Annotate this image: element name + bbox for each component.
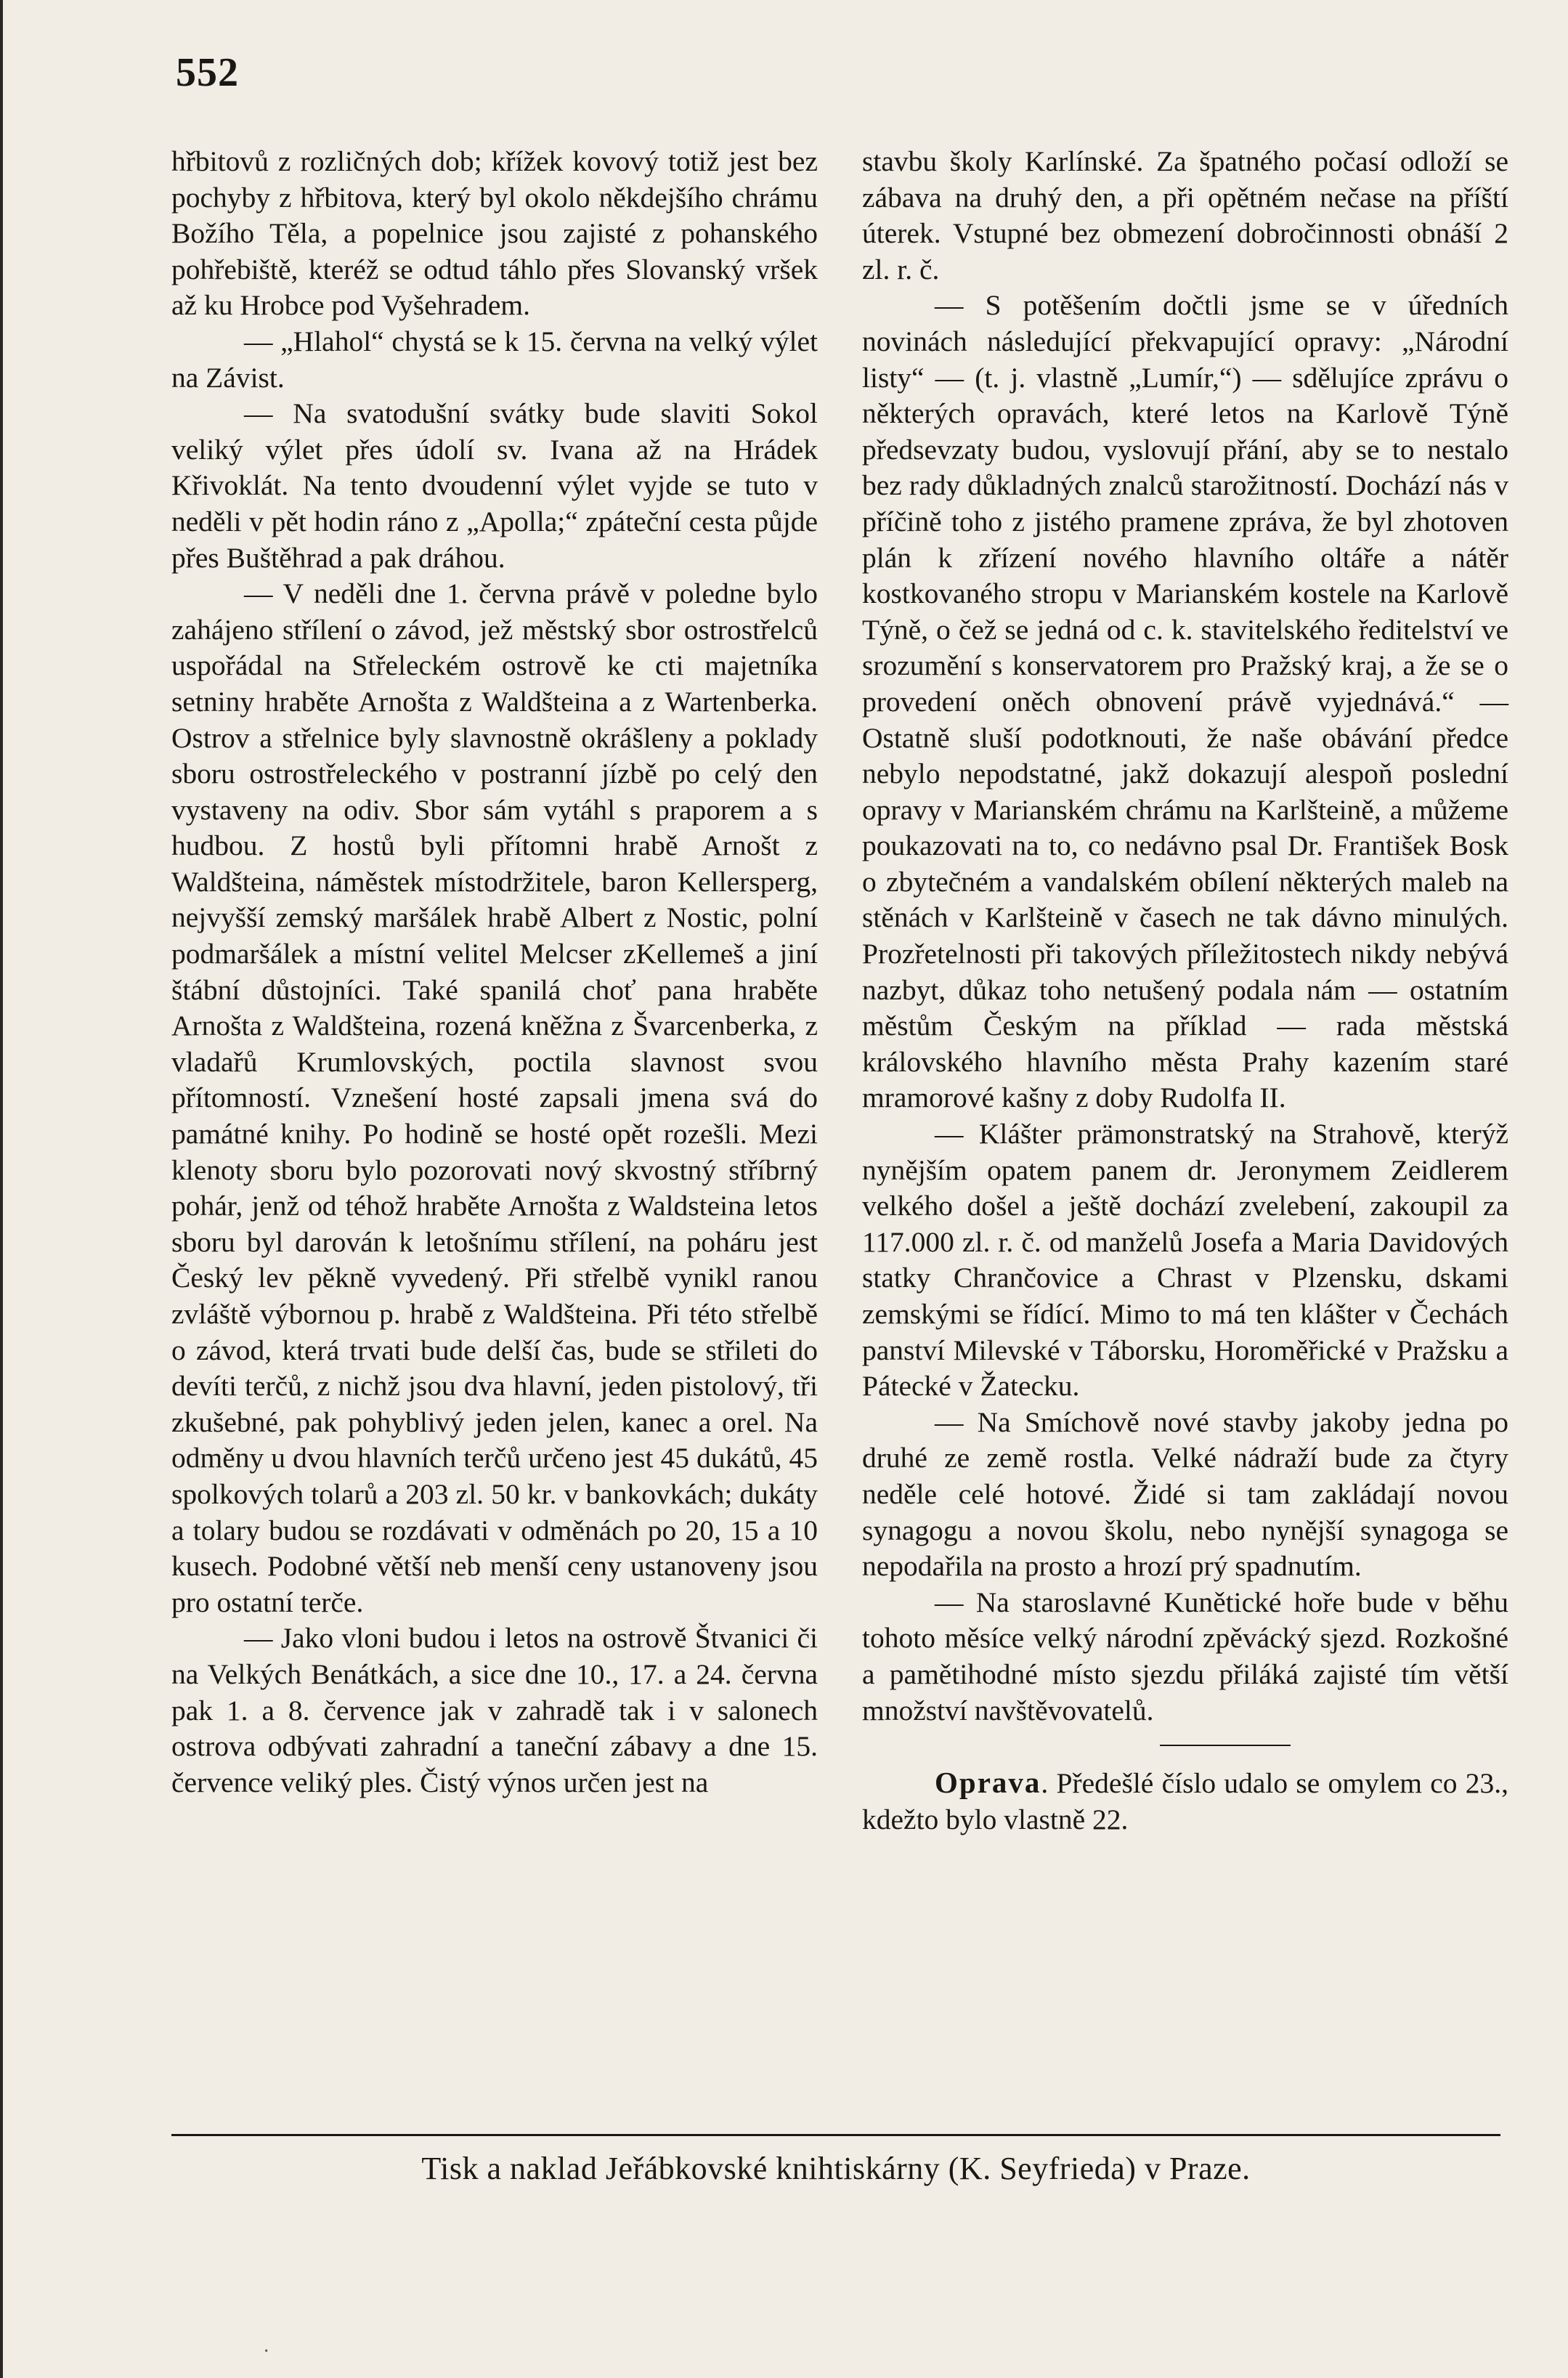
footer-divider [171,2134,1500,2136]
left-paragraph-1: hřbitovů z rozličných dob; křížek kovový totiž jest bez pochyby z hřbitova, který byl okolo někdejšího chrámu Božího Těla, a popelnice jsou zajisté z pohanského pohřebiště, kteréž se odtud táhlo přes Slovanský vršek až ku Hrobce pod Vyšehradem. [171,145,818,322]
right-paragraph-5: — Na staroslavné Kunětické hoře bude v běhu tohoto měsíce velký národní zpěvácký sjezd. Rozkošné a pamětihodné místo sjezdu přiláká zajisté tím větší množství navštěvovatelů. [862,1586,1508,1726]
left-column [171,144,818,1801]
correction-label: Oprava [935,1766,1041,1800]
right-paragraph-1: stavbu školy Karlínské. Za špatného počasí odloží se zábava na druhý den, a při opětném nečase na příští úterek. Vstupné bez obmezení dobročinnosti obnáší 2 zl. r. č. [862,145,1508,285]
correction-text: . Předešlé číslo udalo se omylem co 23., kdežto bylo vlastně 22. [862,1767,1508,1835]
section-divider [1160,1745,1291,1746]
left-paragraph-2: — „Hlahol“ chystá se k 15. června na velký výlet na Závist. [171,325,818,394]
correction-notice [862,1765,1508,1838]
left-paragraph-3: — Na svatodušní svátky bude slaviti Sokol veliký výlet přes údolí sv. Ivana až na Hrádek Křivoklát. Na tento dvoudenní výlet vyjde se tuto v neděli v pět hodin ráno z „Apolla;“ zpáteční cesta půjde přes Buštěhrad a pak dráhou. [171,397,818,574]
left-paragraph-4: — V neděli dne 1. června právě v poledne bylo zahájeno střílení o závod, jež městský sbor ostrostřelců uspořádal na Střeleckém ostrově ke cti majetníka setniny hraběte Arnošta z Waldšteina a z Wartenberka. Ostrov a střelnice byly slavnostně okrášleny a poklady sboru ostrostřeleckého v postranní jízbě po celý den vystaveny na odiv. Sbor sám vytáhl s praporem a s hudbou. Z hostů byli přítomni hrabě Arnošt z Waldšteina, náměstek místodržitele, baron Kellersperg, nejvyšší zemský maršálek hrabě Albert z Nostic, polní podmaršálek a místní velitel Melcser zKellemeš a jiní štábní důstojníci. Také spanilá choť pana hraběte Arnošta z Waldšteina, rozená kněžna z Švarcenberka, z vladařů Krumlovských, poctila slavnost svou přítomností. Vznešení hosté zapsali jmena svá do památné knihy. Po hodině se hosté opět rozešli. Mezi klenoty sboru bylo pozorovati nový skvostný stříbrný pohár, jenž od téhož hraběte Arnošta z Waldsteina letos sboru byl darován k letošnímu střílení, na poháru jest Český lev pěkně vyvedený. Při střelbě vynikl ranou zvláště výbornou p. hrabě z Waldšteina. Při této střelbě o závod, která trvati bude delší čas, bude se střileti do devíti terčů, z nichž jsou dva hlavní, jeden pistolový, tři zkušebné, pak pohyblivý jeden jelen, kanec a orel. Na odměny u dvou hlavních terčů určeno jest 45 dukátů, 45 spolkových tolarů a 203 zl. 50 kr. v bankovkách; dukáty a tolary budou se rozdávati v odměnách po 20, 15 a 10 kusech. Podobné větší neb menší ceny ustanoveny jsou pro ostatní terče. [171,577,818,1618]
right-paragraph-4: — Na Smíchově nové stavby jakoby jedna po druhé ze země rostla. Velké nádraží bude za čtyry neděle celé hotové. Židé si tam zakládají novou synagogu a novou školu, nebo nynější synagoga se nepodařila na prosto a hrozí prý spadnutím. [862,1405,1508,1583]
page-number: 552 [176,50,239,95]
printer-imprint: Tisk a naklad Jeřábkovské knihtiskárny (K. Seyfrieda) v Praze. [421,2151,1251,2186]
right-paragraph-3: — Klášter prämonstratský na Strahově, kterýž nynějším opatem panem dr. Jeronymem Zeidlerem velkého došel a ještě dochází zvelebení, zakoupil za 117.000 zl. r. č. od manželů Josefa a Maria Davidových statky Chrančovice a Chrast v Plzensku, dskami zemskými se řídící. Mimo to má ten klášter v Čechách panství Milevské v Táborsku, Horoměřické v Pražsku a Pátecké v Žatecku. [862,1118,1508,1403]
right-column [862,144,1508,1838]
print-speck: · [263,2340,270,2363]
right-paragraph-2: — S potěšením dočtli jsme se v úředních novinách následující překvapující opravy: „Národní listy“ — (t. j. vlastně „Lumír,“) — sdělujíce zprávu o některých opravách, které letos na Karlově Týně předsevzaty budou, vyslovují přání, aby se to nestalo bez rady důkladných znalců starožitností. Dochází nás v příčině toho z jistého pramene zpráva, že byl zhotoven plán k zřízení nového hlavního oltáře a nátěr kostkovaného stropu v Marianském kostele na Karlově Týně, o čež se jedná od c. k. stavitelského ředitelství ve srozumění s konservatorem pro Pražský kraj, a že se o provedení oněch obnovení právě vyjednává.“ — Ostatně sluší podotknouti, že naše obávání předce nebylo nepodstatné, jakž dokazují alespoň poslední opravy v Marianském chrámu na Karlšteině, a můžeme poukazovati na to, co nedávno psal Dr. František Bosk o zbytečném a vandalském obílení některých maleb na stěnách v Karlšteině v časech ne tak dávno minulých. Prozřetelnosti při takových příležitostech nikdy nebývá nazbyt, důkaz toho netušený podala nám — ostatním městům Českým na příklad — rada městská královského hlavního města Prahy kazením staré mramorové kašny z doby Rudolfa II. [862,289,1508,1114]
left-paragraph-5: — Jako vloni budou i letos na ostrově Štvanici či na Velkých Benátkách, a sice dne 10., 17. a 24. června pak 1. a 8. července jak v zahradě tak i v salonech ostrova odbývati zahradní a taneční zábavy a dne 15. července veliký ples. Čistý výnos určen jest na [171,1622,818,1798]
